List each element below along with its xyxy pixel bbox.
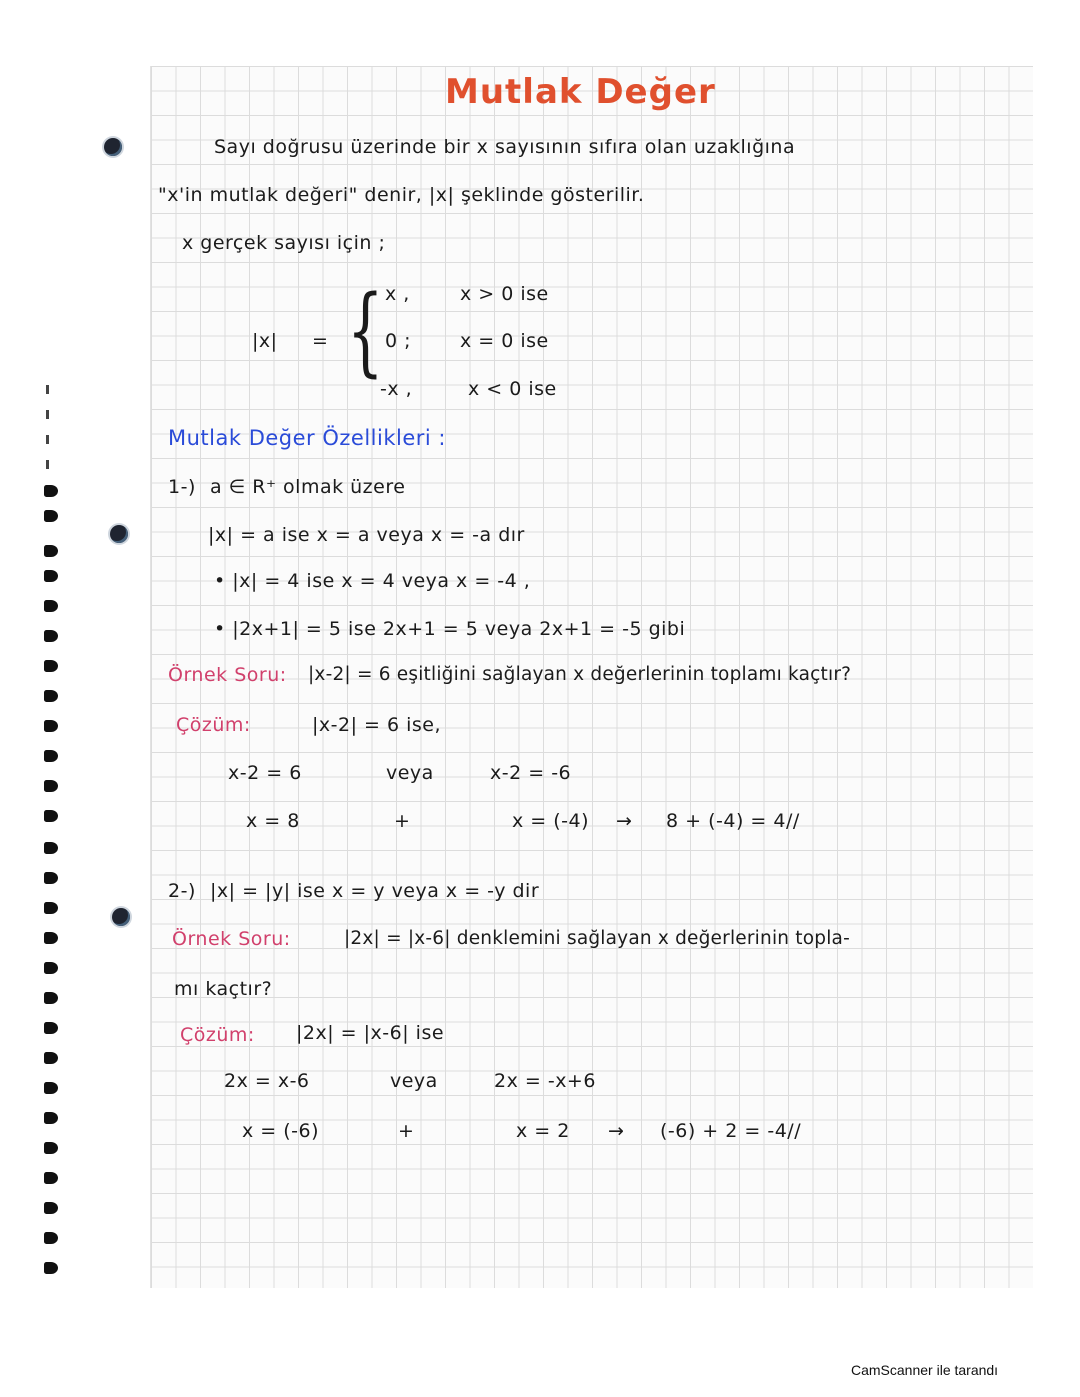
spiral-coil (44, 1052, 58, 1064)
solution-1-result-b: x = (-4) (512, 810, 590, 832)
case-3-value: -x , (380, 378, 413, 400)
spiral-coil (44, 750, 58, 762)
example-1-label: Örnek Soru: (168, 664, 287, 686)
solution-2-start: |2x| = |x-6| ise (296, 1022, 445, 1044)
case-2-condition: x = 0 ise (460, 330, 549, 352)
spiral-coil (44, 1022, 58, 1034)
spiral-coil (44, 842, 58, 854)
case-2-value: 0 ; (385, 330, 412, 352)
intro-line-2: "x'in mutlak değeri" denir, |x| şeklinde gösterilir. (158, 184, 645, 206)
solution-1-or: veya (386, 762, 434, 784)
spiral-mark (46, 385, 49, 394)
spiral-coil (44, 1202, 58, 1214)
spiral-coil (44, 872, 58, 884)
solution-1-plus: + (394, 810, 411, 832)
binder-hole-top (104, 138, 122, 156)
definition-equals: = (312, 330, 329, 352)
binder-hole-bottom (112, 908, 130, 926)
spiral-coil (44, 1232, 58, 1244)
case-3-condition: x < 0 ise (468, 378, 557, 400)
spiral-mark (46, 435, 49, 444)
scanner-footer: CamScanner ile tarandı (851, 1362, 999, 1378)
spiral-coil (44, 485, 58, 497)
definition-lhs: |x| (252, 330, 278, 352)
solution-2-or: veya (390, 1070, 438, 1092)
solution-2-case-a: 2x = x-6 (224, 1070, 310, 1092)
curly-brace: { (347, 275, 384, 387)
solution-2-case-b: 2x = -x+6 (494, 1070, 596, 1092)
solution-2-result-b: x = 2 (516, 1120, 570, 1142)
intro-line-3: x gerçek sayısı için ; (182, 232, 386, 254)
spiral-coil (44, 1172, 58, 1184)
binder-hole-middle (110, 525, 128, 543)
spiral-coil (44, 690, 58, 702)
case-1-condition: x > 0 ise (460, 283, 549, 305)
properties-heading: Mutlak Değer Özellikleri : (168, 426, 446, 450)
spiral-coil (44, 780, 58, 792)
spiral-coil (44, 1262, 58, 1274)
spiral-coil (44, 545, 58, 557)
spiral-coil (44, 1082, 58, 1094)
solution-2-result-a: x = (-6) (242, 1120, 320, 1142)
example-2-label: Örnek Soru: (172, 928, 291, 950)
spiral-coil (44, 810, 58, 822)
case-1-value: x , (385, 283, 410, 305)
prop-1-label: 1-) (168, 476, 196, 498)
spiral-coil (44, 962, 58, 974)
spiral-coil (44, 1142, 58, 1154)
example-2-question-b: mı kaçtır? (174, 978, 273, 1000)
solution-2-label: Çözüm: (180, 1024, 255, 1046)
intro-line-1: Sayı doğrusu üzerinde bir x sayısının sıfıra olan uzaklığına (214, 136, 796, 158)
solution-1-start: |x-2| = 6 ise, (312, 714, 442, 736)
spiral-coil (44, 902, 58, 914)
example-2-question-a: |2x| = |x-6| denklemini sağlayan x değerlerinin topla- (344, 928, 850, 949)
prop-1-example-2: • |2x+1| = 5 ise 2x+1 = 5 veya 2x+1 = -5 gibi (214, 618, 686, 640)
prop-2-rule: |x| = |y| ise x = y veya x = -y dir (210, 880, 540, 902)
solution-1-case-b: x-2 = -6 (490, 762, 572, 784)
page-title: Mutlak Değer (445, 72, 716, 112)
solution-1-answer: 8 + (-4) = 4// (666, 810, 800, 832)
prop-1-example-1: • |x| = 4 ise x = 4 veya x = -4 , (214, 570, 531, 592)
example-1-question: |x-2| = 6 eşitliğini sağlayan x değerlerinin toplamı kaçtır? (308, 664, 852, 685)
solution-1-arrow: → (616, 810, 633, 832)
spiral-coil (44, 570, 58, 582)
spiral-coil (44, 660, 58, 672)
prop-2-label: 2-) (168, 880, 196, 902)
solution-2-plus: + (398, 1120, 415, 1142)
spiral-coil (44, 932, 58, 944)
spiral-coil (44, 630, 58, 642)
prop-1-condition: a ∈ R⁺ olmak üzere (210, 476, 406, 498)
spiral-coil (44, 600, 58, 612)
spiral-coil (44, 510, 58, 522)
solution-2-answer: (-6) + 2 = -4// (660, 1120, 802, 1142)
prop-1-rule: |x| = a ise x = a veya x = -a dır (208, 524, 525, 546)
solution-1-result-a: x = 8 (246, 810, 300, 832)
spiral-coil (44, 1112, 58, 1124)
solution-1-label: Çözüm: (176, 714, 251, 736)
spiral-mark (46, 460, 49, 469)
solution-1-case-a: x-2 = 6 (228, 762, 302, 784)
spiral-mark (46, 410, 49, 419)
spiral-coil (44, 720, 58, 732)
solution-2-arrow: → (608, 1120, 625, 1142)
spiral-coil (44, 992, 58, 1004)
